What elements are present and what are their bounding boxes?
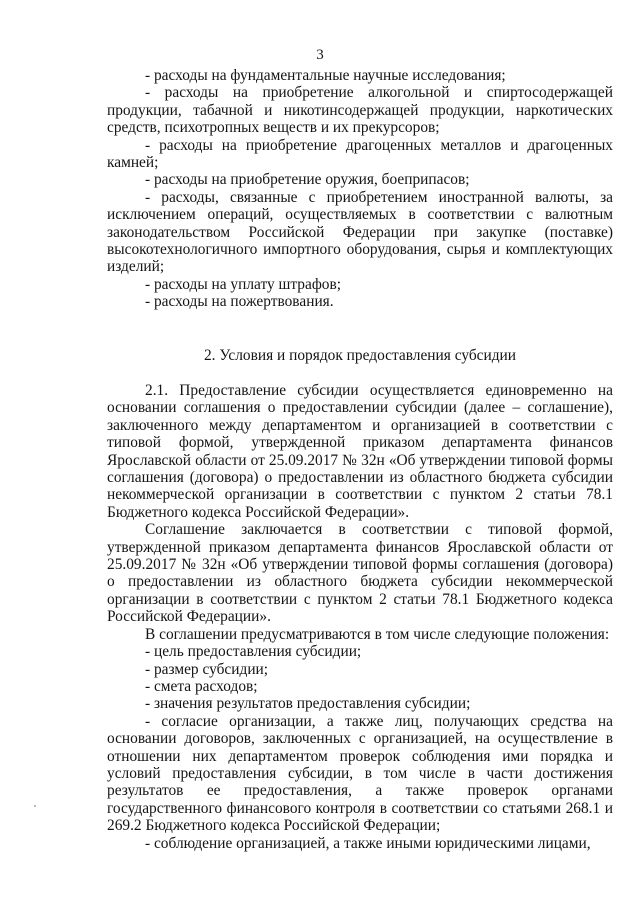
paragraph: Соглашение заключается в соответствии с типовой формой, утвержденной приказом департамента финансов Ярославской области от 25.09.2017 № 32н «Об утверждении типовой формы соглашения (договора) о предоставлении из областного бюджета субсидии некоммерческой организации в соответствии с пунктом 2 статьи 78.1 Бюджетного кодекса Российской Федерации». bbox=[107, 521, 613, 626]
list-item: - расходы на фундаментальные научные исследования; bbox=[145, 67, 506, 84]
paragraph: В соглашении предусматриваются в том числе следующие положения: bbox=[145, 625, 610, 643]
list-item: - соблюдение организацией, а также иными юридическими лицами, bbox=[145, 834, 591, 852]
list-item: - расходы на приобретение драгоценных металлов и драгоценных камней; bbox=[107, 136, 613, 172]
list-item: - расходы на приобретение оружия, боеприпасов; bbox=[145, 171, 470, 189]
list-item: - цель предоставления субсидии; bbox=[145, 643, 362, 661]
expense-exclusion-list bbox=[107, 67, 613, 311]
list-item: - расходы на пожертвования. bbox=[145, 293, 334, 311]
list-item: - размер субсидии; bbox=[145, 660, 269, 678]
section-heading: 2. Условия и порядок предоставления субсидии bbox=[203, 347, 517, 364]
section-body bbox=[107, 382, 613, 852]
paragraph: 2.1. Предоставление субсидии осуществляется единовременно на основании соглашения о предоставлении субсидии (далее – соглашение), заключенного между департаментом и организацией в соответствии с типовой формой, утвержденной приказом департамента финансов Ярославской области от 25.09.2017 № 32н «Об утверждении типовой формы соглашения (договора) о предоставлении из областного бюджета субсидии некоммерческой организации в соответствии с пунктом 2 статьи 78.1 Бюджетного кодекса Российской Федерации». bbox=[107, 382, 613, 521]
scan-speck bbox=[34, 805, 36, 807]
list-item: - согласие организации, а также лиц, получающих средства на основании договоров, заключенных с организацией, на осуществление в отношении них департаментом проверок соблюдения ими порядка и условий предоставления субсидии, в том числе в части достижения результатов ее предоставления, а также проверок органами государственного финансового контроля в соответствии со статьями 268.1 и 269.2 Бюджетного кодекса Российской Федерации; bbox=[107, 712, 613, 835]
page-number: 3 bbox=[316, 47, 324, 63]
list-item: - значения результатов предоставления субсидии; bbox=[145, 695, 471, 713]
list-item: - смета расходов; bbox=[145, 677, 258, 695]
list-item: - расходы на приобретение алкогольной и спиртосодержащей продукции, табачной и никотинсодержащей продукции, наркотических средств, психотропных веществ и их прекурсоров; bbox=[107, 84, 613, 137]
list-item: - расходы на уплату штрафов; bbox=[145, 275, 342, 293]
list-item: - расходы, связанные с приобретением иностранной валюты, за исключением операций, осуществляемых в соответствии с валютным законодательством Российской Федерации при закупке (поставке) высокотехнологичного импортного оборудования, сырья и комплектующих изделий; bbox=[107, 188, 613, 276]
